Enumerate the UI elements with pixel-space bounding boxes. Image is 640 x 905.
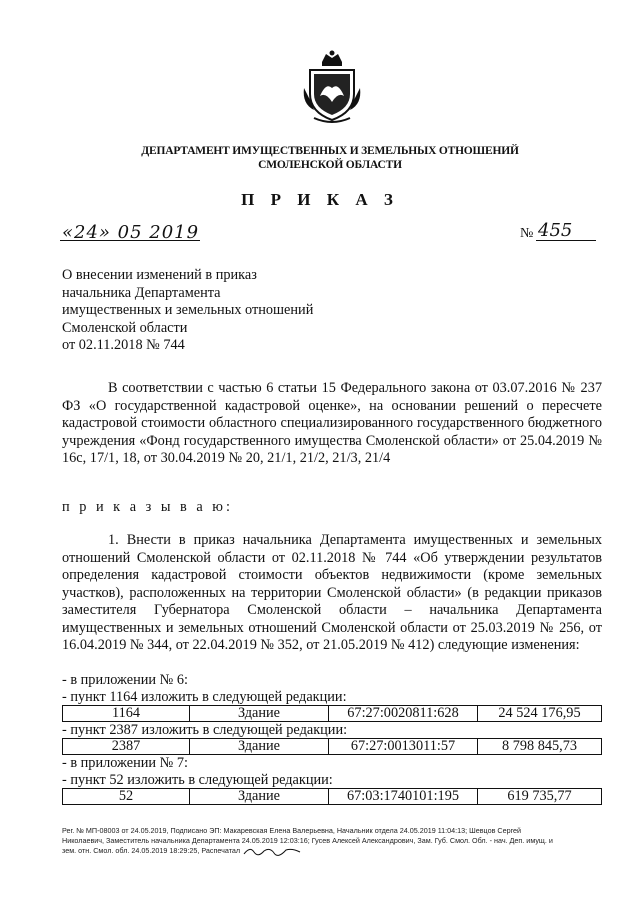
order-number: 455 bbox=[538, 220, 573, 241]
coat-of-arms-emblem bbox=[300, 48, 364, 124]
preamble-paragraph: В соответствии с частью 6 статьи 15 Федерального закона от 03.07.2016 № 237 ФЗ «О государственной кадастровой оценке», на основании решений о пересчете кадастровой стоимости областного специализированного государственного бюджетного учреждения «Фонд государственного имущества Смоленской области» от 25.04.2019 № 16с, 17/1, 18, от 30.04.2019 № 20, 21/1, 21/2, 21/3, 21/4 bbox=[62, 380, 602, 466]
subject-line: от 02.11.2018 № 744 bbox=[62, 337, 185, 353]
date-underline bbox=[60, 240, 200, 241]
department-name bbox=[60, 144, 600, 172]
handwritten-signature bbox=[242, 846, 302, 856]
cell-number: 2387 bbox=[63, 739, 190, 755]
point-1164-line: - пункт 1164 изложить в следующей редакции: bbox=[62, 689, 347, 705]
subject-line: начальника Департамента bbox=[62, 284, 221, 301]
appendix-7-line: - в приложении № 7: bbox=[62, 755, 188, 771]
point-2387-line: - пункт 2387 изложить в следующей редакции: bbox=[62, 722, 348, 738]
number-underline bbox=[536, 240, 596, 241]
order-subject bbox=[62, 267, 362, 355]
cell-cadastral-number: 67:27:0013011:57 bbox=[329, 739, 478, 755]
department-line-2: СМОЛЕНСКОЙ ОБЛАСТИ bbox=[258, 159, 402, 171]
footer-line: Николаевич, Заместитель начальника Департамента 24.05.2019 12:03:16; Гусев Алексей Александрович, Зам. Губ. Смол. Обл. - нач. Деп. имущ. и bbox=[62, 836, 553, 845]
cell-value: 619 735,77 bbox=[478, 789, 602, 805]
item-1-paragraph: 1. Внести в приказ начальника Департамента имущественных и земельных отношений Смоленской области от 02.11.2018 № 744 «Об утверждении результатов определения кадастровой стоимости объектов недвижимости (кроме земельных участков), расположенных на территории Смоленской области» (в редакции приказов заместителя Губернатора Смоленской области – начальника Департамента имущественных и земельных отношений Смоленской области от 25.03.2019 № 256, от 16.04.2019 № 344, от 22.04.2019 № 352, от 21.05.2019 № 412) следующие изменения: bbox=[62, 532, 602, 653]
table-row-52 bbox=[62, 788, 602, 805]
subject-line: Смоленской области bbox=[62, 319, 188, 336]
footer-line bbox=[62, 846, 592, 856]
cell-number: 52 bbox=[63, 789, 190, 805]
signature-footer bbox=[62, 826, 592, 856]
order-word: п р и к а з ы в а ю: bbox=[62, 499, 233, 515]
cell-cadastral-number: 67:03:1740101:195 bbox=[329, 789, 478, 805]
appendix-6-line: - в приложении № 6: bbox=[62, 672, 188, 688]
cell-value: 8 798 845,73 bbox=[478, 739, 602, 755]
point-52-line: - пункт 52 изложить в следующей редакции: bbox=[62, 772, 333, 788]
order-number-label: № bbox=[520, 226, 534, 241]
subject-line: О внесении изменений в приказ bbox=[62, 267, 257, 283]
footer-line: Рег. № МП-08003 от 24.05.2019, Подписано ЭП: Макаревская Елена Валерьевна, Начальник отдела 24.05.2019 11:04:13; Шевцов Сергей bbox=[62, 826, 522, 835]
document-type: П Р И К А З bbox=[241, 190, 399, 209]
table-row-2387 bbox=[62, 738, 602, 755]
cell-cadastral-number: 67:27:0020811:628 bbox=[329, 706, 478, 722]
cell-type: Здание bbox=[190, 706, 329, 722]
cell-type: Здание bbox=[190, 789, 329, 805]
table-row-1164 bbox=[62, 705, 602, 722]
footer-line-text: зем. отн. Смол. обл. 24.05.2019 18:29:25, Распечатал bbox=[62, 846, 241, 855]
cell-number: 1164 bbox=[63, 706, 190, 722]
subject-line: имущественных и земельных отношений bbox=[62, 302, 314, 318]
cell-type: Здание bbox=[190, 739, 329, 755]
department-line-1: ДЕПАРТАМЕНТ ИМУЩЕСТВЕННЫХ И ЗЕМЕЛЬНЫХ ОТНОШЕНИЙ bbox=[141, 145, 519, 157]
cell-value: 24 524 176,95 bbox=[478, 706, 602, 722]
order-date: «24» 05 2019 bbox=[62, 222, 200, 243]
